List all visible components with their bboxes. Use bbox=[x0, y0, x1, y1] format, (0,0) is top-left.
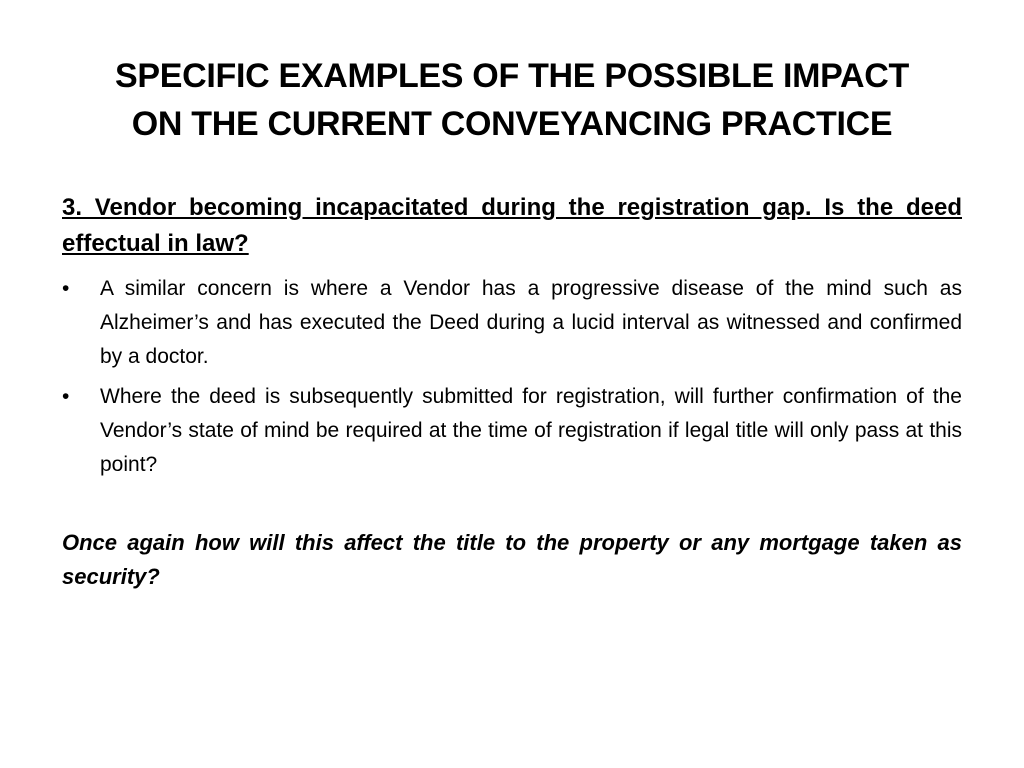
slide-title-line-2: ON THE CURRENT CONVEYANCING PRACTICE bbox=[131, 105, 893, 143]
bullet-marker: • bbox=[62, 385, 70, 408]
bullet-text: Where the deed is subsequently submitted for registration, will further confirmation of the Vendor’s state of mind be required at the time of registration if legal title will only pass at this point? bbox=[100, 385, 962, 476]
slide-title-line-1: SPECIFIC EXAMPLES OF THE POSSIBLE IMPACT bbox=[114, 57, 909, 95]
bullet-list bbox=[62, 272, 962, 482]
bullet-marker: • bbox=[62, 277, 70, 300]
bullet-item bbox=[62, 380, 962, 482]
slide-title bbox=[60, 52, 964, 148]
section-subheading: 3. Vendor becoming incapacitated during the registration gap. Is the deed effectual in law? bbox=[62, 194, 962, 257]
slide-content bbox=[62, 190, 962, 594]
bullet-text: A similar concern is where a Vendor has a progressive disease of the mind such as Alzheimer’s and has executed the Deed during a lucid interval as witnessed and confirmed by a doctor. bbox=[100, 277, 962, 368]
closing-question: Once again how will this affect the title to the property or any mortgage taken as security? bbox=[62, 530, 962, 589]
bullet-item bbox=[62, 272, 962, 374]
